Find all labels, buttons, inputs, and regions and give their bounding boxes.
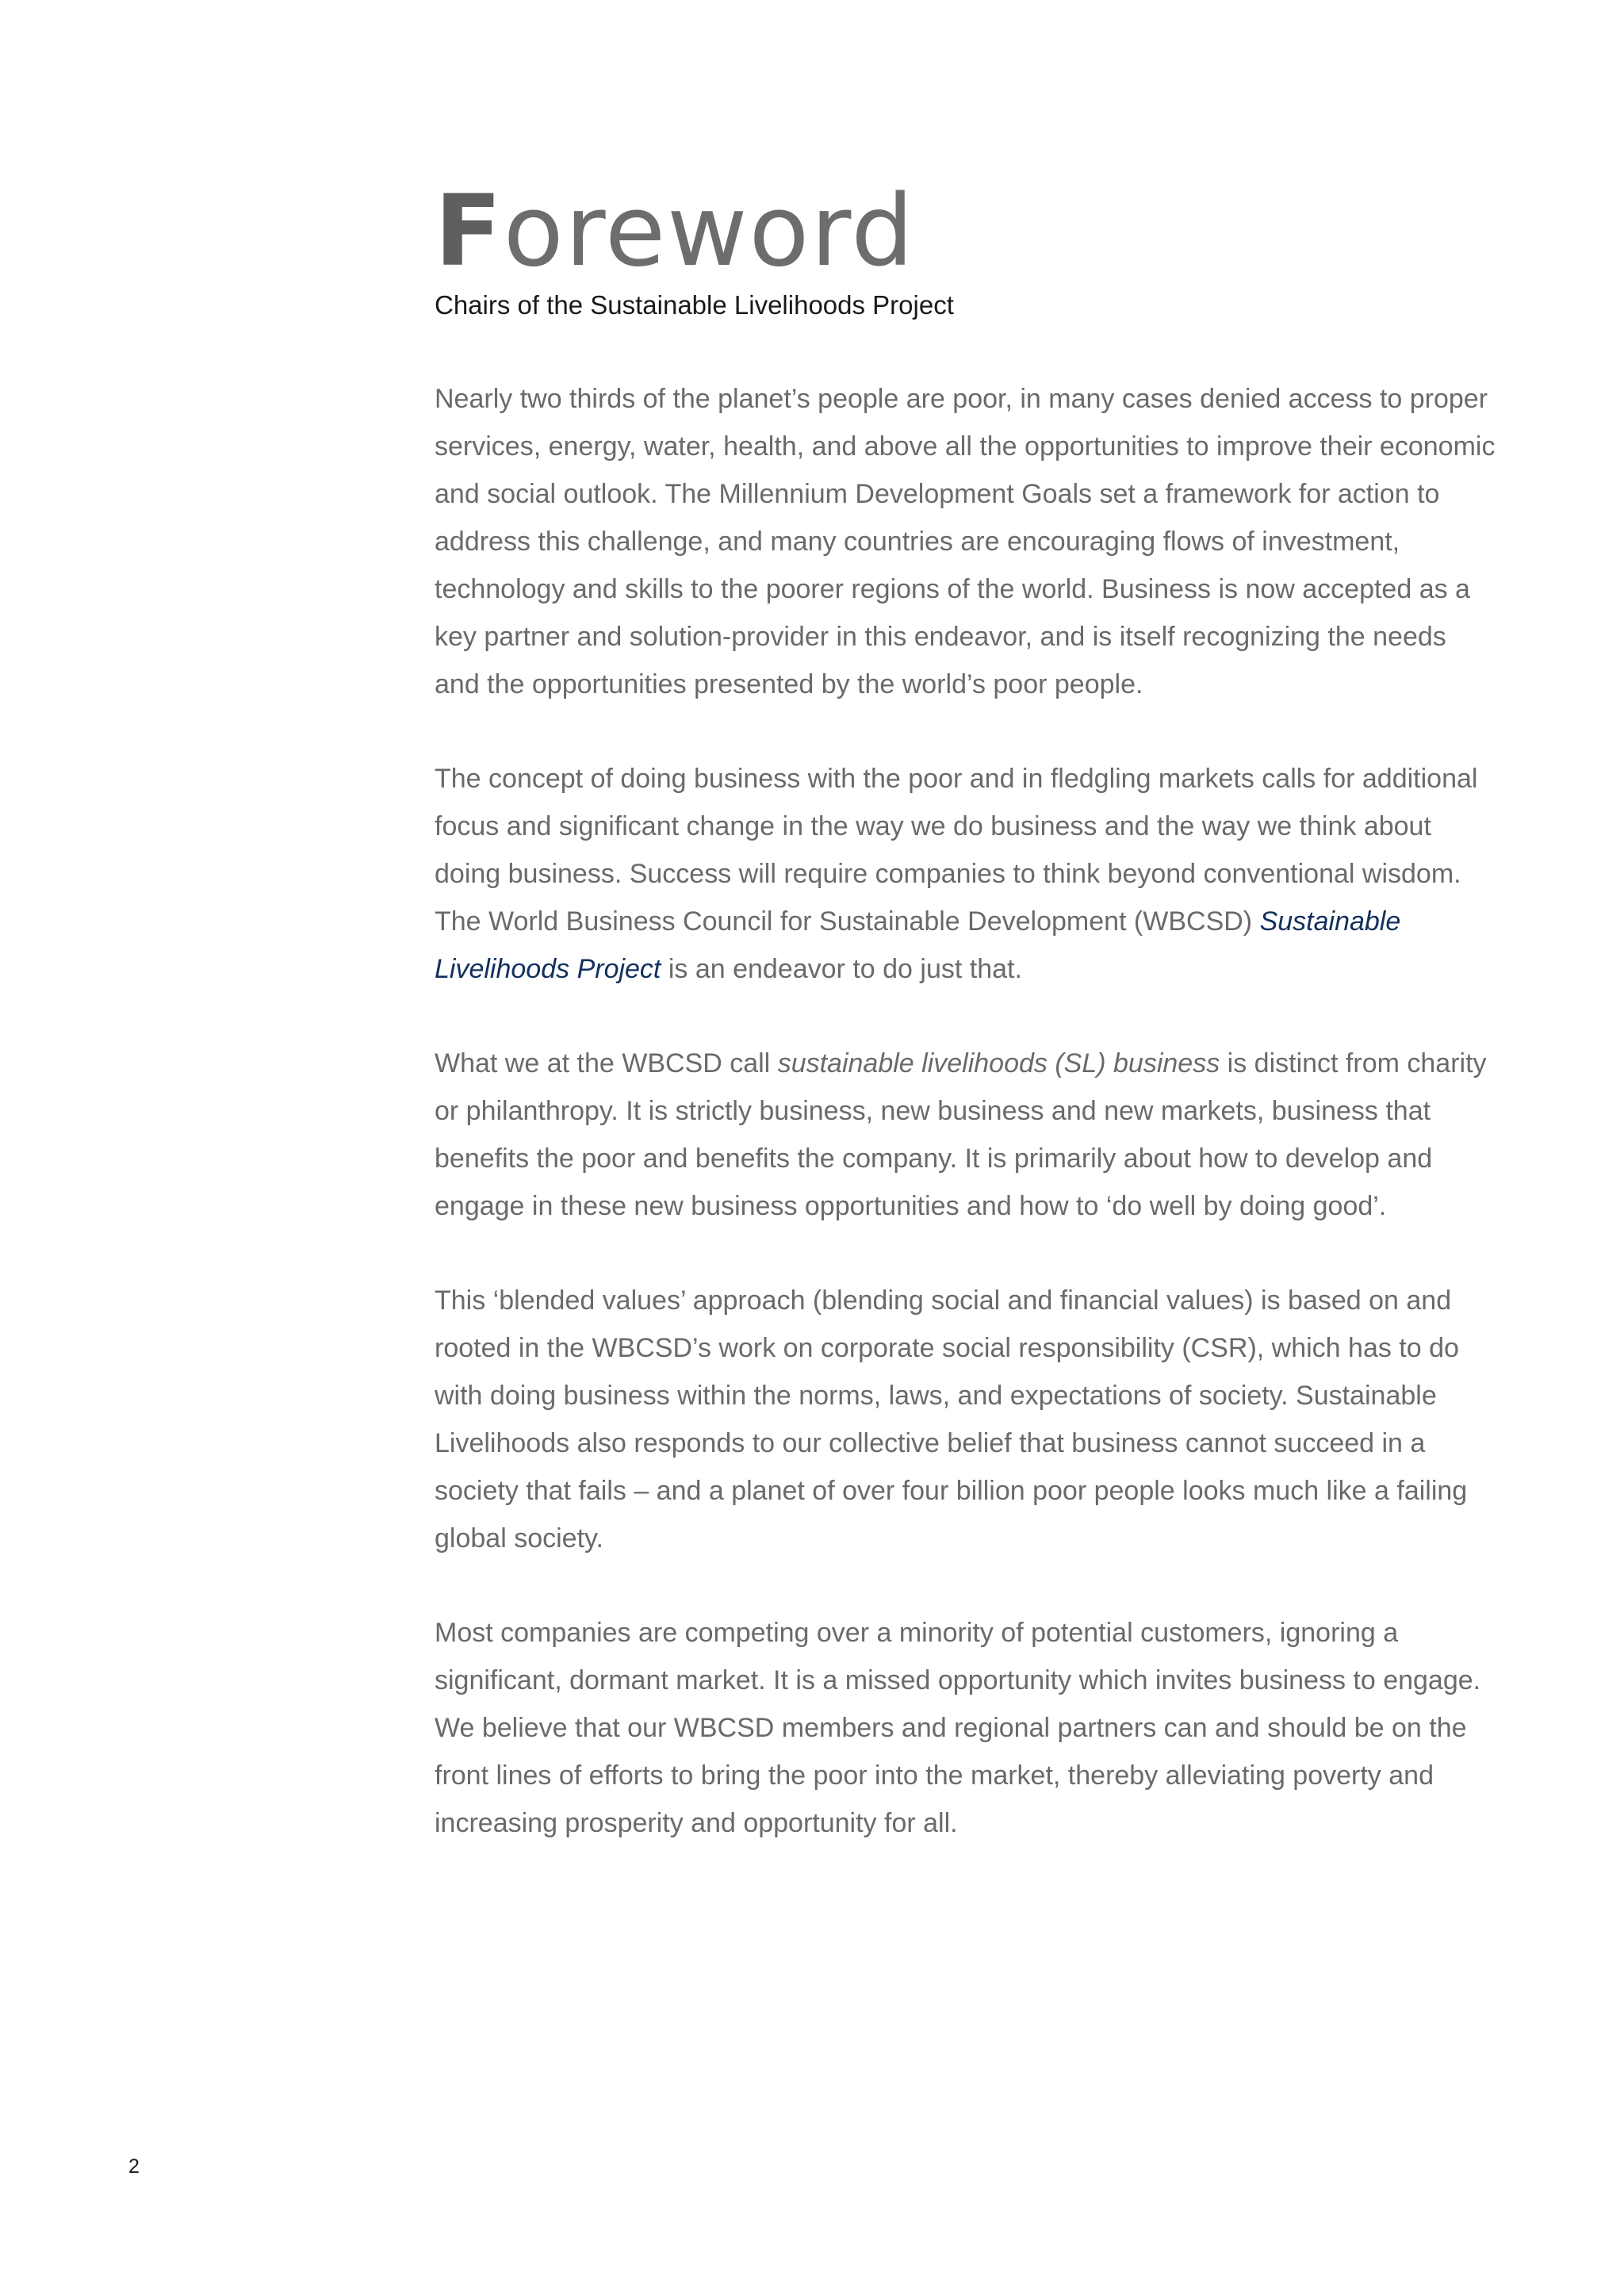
sustainable-livelihoods-project-link[interactable]: Sustainable Livelihoods Project (435, 906, 1401, 984)
paragraph-3 (435, 1040, 1497, 1230)
paragraph-3-text-start: What we at the WBCSD call (435, 1048, 778, 1078)
page-subtitle: Chairs of the Sustainable Livelihoods Project (435, 290, 954, 320)
paragraph-1: Nearly two thirds of the planet’s people are poor, in many cases denied access to proper services, energy, water, health, and above all the opportunities to improve their economic and social outlook. The Millennium Development Goals set a framework for action to address this challenge, and many countries are encouraging flows of investment, technology and skills to the poorer regions of the world. Business is now accepted as a key partner and solution-provider in this endeavor, and is itself recognizing the needs and the opportunities presented by the world’s poor people. (435, 383, 1496, 699)
foreword-section (435, 174, 1497, 1894)
title-initial: F (435, 174, 504, 289)
body-text (435, 375, 1497, 1847)
paragraph-3-text-end: is distinct from charity or philanthropy. It is strictly business, new business and new markets, business that benefits the poor and benefits the company. It is primarily about how to develop and engage in these new business opportunities and how to ‘do well by doing good’. (435, 1048, 1487, 1221)
page-number: 2 (128, 2155, 140, 2178)
page-title (435, 174, 1497, 289)
title-rest: oreword (503, 174, 915, 289)
paragraph-2-text-end: is an endeavor to do just that. (661, 953, 1022, 984)
paragraph-2 (435, 755, 1497, 993)
paragraph-2-text-start: The concept of doing business with the poor and in fledgling markets calls for additional focus and significant change in the way we do business and the way we think about doing business. Success will require companies to think beyond conventional wisdom. The World Business Council for Sustainable Development (WBCSD) (435, 763, 1478, 937)
sl-business-term: sustainable livelihoods (SL) business (777, 1048, 1220, 1078)
paragraph-4: This ‘blended values’ approach (blending social and financial values) is based on and rooted in the WBCSD’s work on corporate social responsibility (CSR), which has to do with doing business within the norms, laws, and expectations of society. Sustainable Livelihoods also responds to our collective belief that business cannot succeed in a society that fails – and a planet of over four billion poor people looks much like a failing global society. (435, 1285, 1468, 1554)
paragraph-5: Most companies are competing over a minority of potential customers, ignoring a significant, dormant market. It is a missed opportunity which invites business to engage. We believe that our WBCSD members and regional partners can and should be on the front lines of efforts to bring the poor into the market, thereby alleviating poverty and increasing prosperity and opportunity for all. (435, 1617, 1481, 1838)
